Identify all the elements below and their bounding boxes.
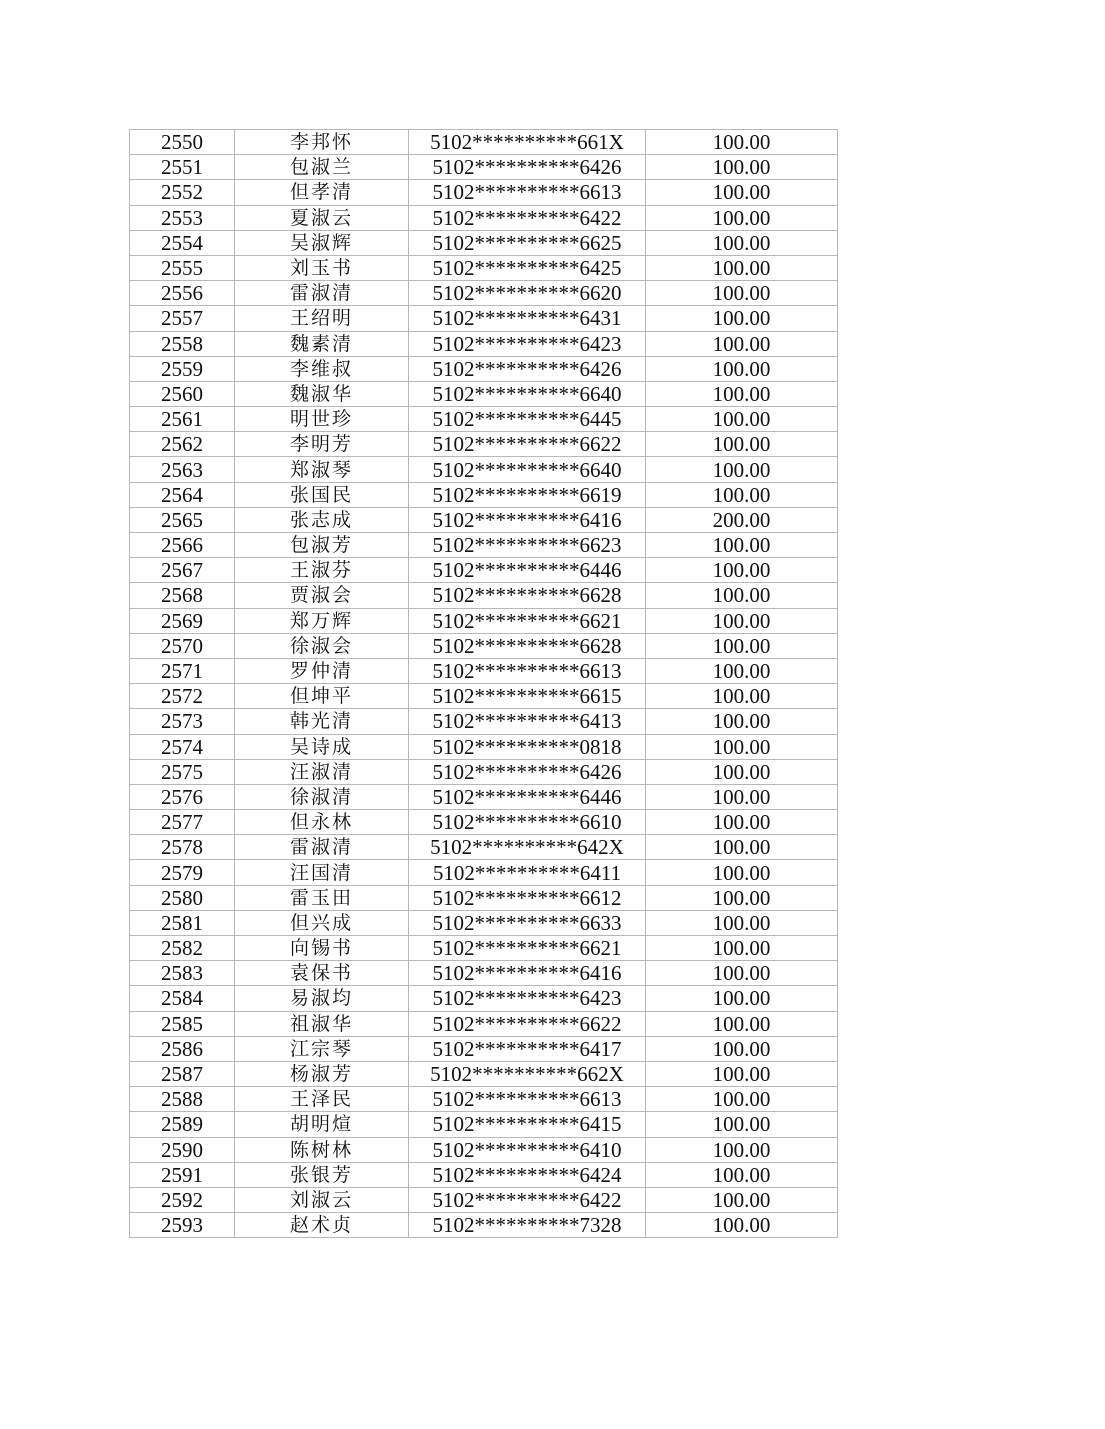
name-cell: 陈树林: [235, 1137, 409, 1162]
table-row: [130, 533, 838, 558]
table-row: [130, 482, 838, 507]
name-cell: 向锡书: [235, 936, 409, 961]
row-number-cell: 2592: [130, 1187, 235, 1212]
id-number-cell: 5102**********6445: [409, 407, 646, 432]
amount-cell: 100.00: [646, 130, 838, 155]
table-row: [130, 684, 838, 709]
id-number-cell: 5102**********6612: [409, 885, 646, 910]
row-number-cell: 2556: [130, 281, 235, 306]
row-number-cell: 2558: [130, 331, 235, 356]
row-number-cell: 2580: [130, 885, 235, 910]
amount-cell: 100.00: [646, 583, 838, 608]
id-number-cell: 5102**********6628: [409, 633, 646, 658]
name-cell: 吴诗成: [235, 734, 409, 759]
id-number-cell: 5102**********662X: [409, 1061, 646, 1086]
row-number-cell: 2573: [130, 709, 235, 734]
id-number-cell: 5102**********6413: [409, 709, 646, 734]
id-number-cell: 5102**********6431: [409, 306, 646, 331]
table-row: [130, 608, 838, 633]
table-row: [130, 180, 838, 205]
name-cell: 罗仲清: [235, 658, 409, 683]
id-number-cell: 5102**********6628: [409, 583, 646, 608]
table-row: [130, 1137, 838, 1162]
table-row: [130, 155, 838, 180]
amount-cell: 100.00: [646, 331, 838, 356]
id-number-cell: 5102**********661X: [409, 130, 646, 155]
name-cell: 祖淑华: [235, 1011, 409, 1036]
id-number-cell: 5102**********6426: [409, 155, 646, 180]
amount-cell: 100.00: [646, 936, 838, 961]
table-row: [130, 457, 838, 482]
name-cell: 郑淑琴: [235, 457, 409, 482]
id-number-cell: 5102**********6446: [409, 558, 646, 583]
table-row: [130, 885, 838, 910]
amount-cell: 100.00: [646, 910, 838, 935]
name-cell: 明世珍: [235, 407, 409, 432]
table-row: [130, 986, 838, 1011]
amount-cell: 100.00: [646, 381, 838, 406]
id-number-cell: 5102**********6446: [409, 784, 646, 809]
name-cell: 胡明煊: [235, 1112, 409, 1137]
amount-cell: 100.00: [646, 230, 838, 255]
amount-cell: 100.00: [646, 1112, 838, 1137]
row-number-cell: 2552: [130, 180, 235, 205]
id-number-cell: 5102**********6640: [409, 381, 646, 406]
id-number-cell: 5102**********6610: [409, 810, 646, 835]
amount-cell: 100.00: [646, 1061, 838, 1086]
id-number-cell: 5102**********6423: [409, 986, 646, 1011]
row-number-cell: 2589: [130, 1112, 235, 1137]
amount-cell: 100.00: [646, 1213, 838, 1238]
row-number-cell: 2582: [130, 936, 235, 961]
name-cell: 雷淑清: [235, 281, 409, 306]
name-cell: 夏淑云: [235, 205, 409, 230]
id-number-cell: 5102**********6422: [409, 1187, 646, 1212]
id-number-cell: 5102**********6613: [409, 658, 646, 683]
id-number-cell: 5102**********6622: [409, 432, 646, 457]
row-number-cell: 2563: [130, 457, 235, 482]
id-number-cell: 5102**********6619: [409, 482, 646, 507]
name-cell: 易淑均: [235, 986, 409, 1011]
row-number-cell: 2585: [130, 1011, 235, 1036]
row-number-cell: 2590: [130, 1137, 235, 1162]
id-number-cell: 5102**********6620: [409, 281, 646, 306]
amount-cell: 100.00: [646, 407, 838, 432]
amount-cell: 100.00: [646, 658, 838, 683]
table-row: [130, 230, 838, 255]
table-row: [130, 1036, 838, 1061]
id-number-cell: 5102**********6422: [409, 205, 646, 230]
amount-cell: 100.00: [646, 734, 838, 759]
amount-cell: 100.00: [646, 558, 838, 583]
row-number-cell: 2564: [130, 482, 235, 507]
id-number-cell: 5102**********6633: [409, 910, 646, 935]
name-cell: 徐淑清: [235, 784, 409, 809]
name-cell: 魏素清: [235, 331, 409, 356]
amount-cell: 100.00: [646, 810, 838, 835]
table-row: [130, 961, 838, 986]
table-row: [130, 734, 838, 759]
amount-cell: 100.00: [646, 684, 838, 709]
table-row: [130, 1087, 838, 1112]
amount-cell: 100.00: [646, 885, 838, 910]
id-number-cell: 5102**********6425: [409, 255, 646, 280]
amount-cell: 100.00: [646, 1162, 838, 1187]
table-row: [130, 810, 838, 835]
id-number-cell: 5102**********6416: [409, 507, 646, 532]
row-number-cell: 2553: [130, 205, 235, 230]
amount-cell: 100.00: [646, 961, 838, 986]
table-row: [130, 432, 838, 457]
name-cell: 包淑芳: [235, 533, 409, 558]
id-number-cell: 5102**********6621: [409, 936, 646, 961]
name-cell: 杨淑芳: [235, 1061, 409, 1086]
id-number-cell: 5102**********6625: [409, 230, 646, 255]
name-cell: 雷淑清: [235, 835, 409, 860]
name-cell: 李明芳: [235, 432, 409, 457]
row-number-cell: 2574: [130, 734, 235, 759]
amount-cell: 100.00: [646, 1187, 838, 1212]
table-row: [130, 709, 838, 734]
table-row: [130, 1011, 838, 1036]
row-number-cell: 2583: [130, 961, 235, 986]
name-cell: 吴淑辉: [235, 230, 409, 255]
name-cell: 但孝清: [235, 180, 409, 205]
name-cell: 王泽民: [235, 1087, 409, 1112]
row-number-cell: 2567: [130, 558, 235, 583]
table-row: [130, 507, 838, 532]
id-number-cell: 5102**********0818: [409, 734, 646, 759]
amount-cell: 100.00: [646, 432, 838, 457]
row-number-cell: 2559: [130, 356, 235, 381]
table-row: [130, 381, 838, 406]
name-cell: 汪国清: [235, 860, 409, 885]
row-number-cell: 2587: [130, 1061, 235, 1086]
amount-cell: 100.00: [646, 709, 838, 734]
row-number-cell: 2575: [130, 759, 235, 784]
amount-cell: 100.00: [646, 180, 838, 205]
table-row: [130, 910, 838, 935]
table-row: [130, 759, 838, 784]
table-row: [130, 331, 838, 356]
name-cell: 韩光清: [235, 709, 409, 734]
row-number-cell: 2551: [130, 155, 235, 180]
table-row: [130, 1112, 838, 1137]
name-cell: 赵术贞: [235, 1213, 409, 1238]
amount-cell: 100.00: [646, 356, 838, 381]
id-number-cell: 5102**********7328: [409, 1213, 646, 1238]
amount-cell: 100.00: [646, 1137, 838, 1162]
id-number-cell: 5102**********6640: [409, 457, 646, 482]
id-number-cell: 5102**********6415: [409, 1112, 646, 1137]
amount-cell: 100.00: [646, 155, 838, 180]
amount-cell: 100.00: [646, 255, 838, 280]
id-number-cell: 5102**********6426: [409, 759, 646, 784]
row-number-cell: 2570: [130, 633, 235, 658]
id-number-cell: 5102**********6622: [409, 1011, 646, 1036]
table-row: [130, 558, 838, 583]
amount-cell: 100.00: [646, 608, 838, 633]
amount-cell: 100.00: [646, 986, 838, 1011]
table-row: [130, 356, 838, 381]
row-number-cell: 2557: [130, 306, 235, 331]
name-cell: 包淑兰: [235, 155, 409, 180]
table-row: [130, 130, 838, 155]
row-number-cell: 2560: [130, 381, 235, 406]
row-number-cell: 2569: [130, 608, 235, 633]
table-row: [130, 936, 838, 961]
row-number-cell: 2584: [130, 986, 235, 1011]
row-number-cell: 2591: [130, 1162, 235, 1187]
row-number-cell: 2586: [130, 1036, 235, 1061]
row-number-cell: 2572: [130, 684, 235, 709]
row-number-cell: 2588: [130, 1087, 235, 1112]
name-cell: 但兴成: [235, 910, 409, 935]
id-number-cell: 5102**********6417: [409, 1036, 646, 1061]
name-cell: 王淑芬: [235, 558, 409, 583]
name-cell: 李邦怀: [235, 130, 409, 155]
amount-cell: 100.00: [646, 457, 838, 482]
id-number-cell: 5102**********642X: [409, 835, 646, 860]
name-cell: 张志成: [235, 507, 409, 532]
name-cell: 张银芳: [235, 1162, 409, 1187]
name-cell: 雷玉田: [235, 885, 409, 910]
id-number-cell: 5102**********6416: [409, 961, 646, 986]
name-cell: 王绍明: [235, 306, 409, 331]
name-cell: 张国民: [235, 482, 409, 507]
table-row: [130, 281, 838, 306]
amount-cell: 100.00: [646, 759, 838, 784]
table-row: [130, 860, 838, 885]
name-cell: 魏淑华: [235, 381, 409, 406]
row-number-cell: 2550: [130, 130, 235, 155]
row-number-cell: 2568: [130, 583, 235, 608]
table-row: [130, 658, 838, 683]
table-row: [130, 1187, 838, 1212]
table-row: [130, 205, 838, 230]
table-row: [130, 835, 838, 860]
amount-cell: 100.00: [646, 835, 838, 860]
row-number-cell: 2578: [130, 835, 235, 860]
row-number-cell: 2555: [130, 255, 235, 280]
row-number-cell: 2562: [130, 432, 235, 457]
amount-cell: 100.00: [646, 1087, 838, 1112]
row-number-cell: 2571: [130, 658, 235, 683]
row-number-cell: 2579: [130, 860, 235, 885]
row-number-cell: 2554: [130, 230, 235, 255]
amount-cell: 100.00: [646, 205, 838, 230]
name-cell: 汪淑清: [235, 759, 409, 784]
name-cell: 但永林: [235, 810, 409, 835]
table-row: [130, 255, 838, 280]
name-cell: 刘淑云: [235, 1187, 409, 1212]
row-number-cell: 2561: [130, 407, 235, 432]
name-cell: 郑万辉: [235, 608, 409, 633]
id-number-cell: 5102**********6615: [409, 684, 646, 709]
name-cell: 贾淑会: [235, 583, 409, 608]
amount-cell: 100.00: [646, 633, 838, 658]
name-cell: 但坤平: [235, 684, 409, 709]
id-number-cell: 5102**********6613: [409, 180, 646, 205]
id-number-cell: 5102**********6623: [409, 533, 646, 558]
id-number-cell: 5102**********6426: [409, 356, 646, 381]
table-row: [130, 306, 838, 331]
id-number-cell: 5102**********6613: [409, 1087, 646, 1112]
table-row: [130, 784, 838, 809]
name-cell: 徐淑会: [235, 633, 409, 658]
payment-list-table: [129, 129, 838, 1238]
table-row: [130, 407, 838, 432]
amount-cell: 100.00: [646, 1036, 838, 1061]
amount-cell: 100.00: [646, 784, 838, 809]
amount-cell: 100.00: [646, 860, 838, 885]
amount-cell: 100.00: [646, 482, 838, 507]
table-body: [130, 130, 838, 1238]
amount-cell: 200.00: [646, 507, 838, 532]
table-row: [130, 1061, 838, 1086]
id-number-cell: 5102**********6410: [409, 1137, 646, 1162]
name-cell: 李维叔: [235, 356, 409, 381]
row-number-cell: 2565: [130, 507, 235, 532]
name-cell: 袁保书: [235, 961, 409, 986]
id-number-cell: 5102**********6424: [409, 1162, 646, 1187]
table-row: [130, 633, 838, 658]
row-number-cell: 2593: [130, 1213, 235, 1238]
table-row: [130, 1162, 838, 1187]
table-row: [130, 1213, 838, 1238]
name-cell: 江宗琴: [235, 1036, 409, 1061]
row-number-cell: 2577: [130, 810, 235, 835]
row-number-cell: 2581: [130, 910, 235, 935]
id-number-cell: 5102**********6621: [409, 608, 646, 633]
row-number-cell: 2566: [130, 533, 235, 558]
table-row: [130, 583, 838, 608]
id-number-cell: 5102**********6411: [409, 860, 646, 885]
amount-cell: 100.00: [646, 533, 838, 558]
name-cell: 刘玉书: [235, 255, 409, 280]
amount-cell: 100.00: [646, 281, 838, 306]
id-number-cell: 5102**********6423: [409, 331, 646, 356]
row-number-cell: 2576: [130, 784, 235, 809]
amount-cell: 100.00: [646, 1011, 838, 1036]
amount-cell: 100.00: [646, 306, 838, 331]
